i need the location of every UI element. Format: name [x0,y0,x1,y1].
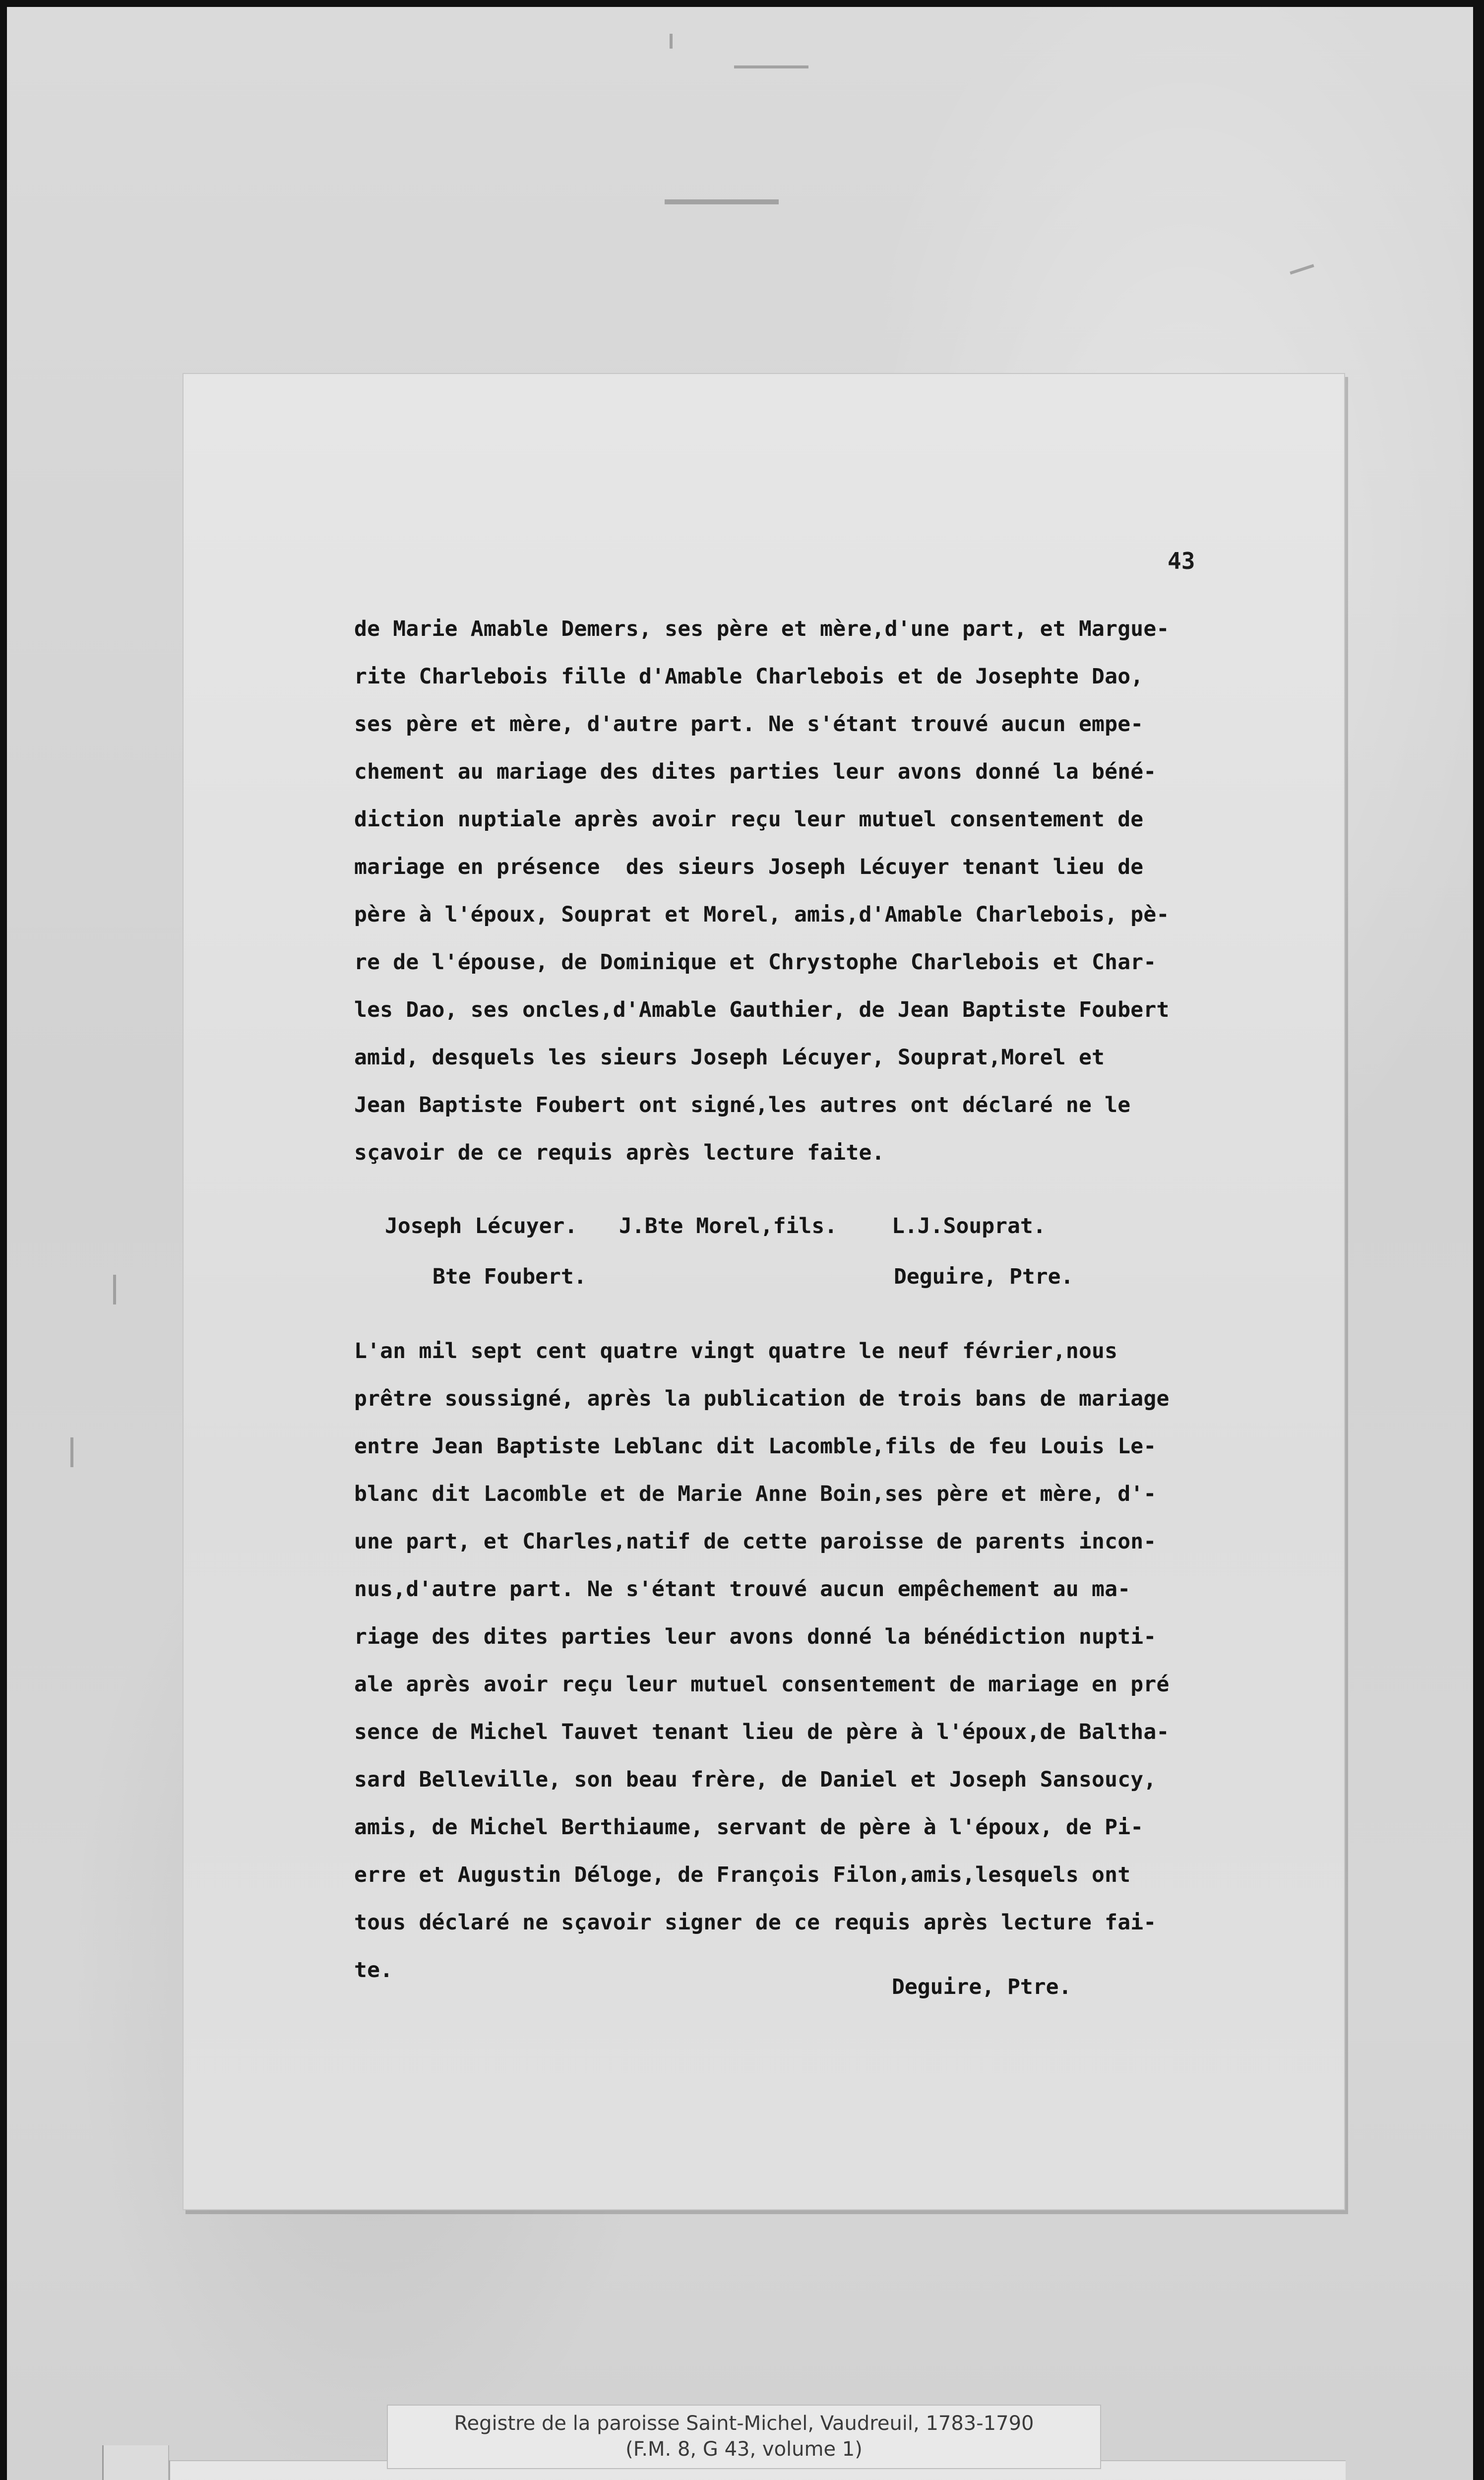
text-line: chement au mariage des dites parties leur avons donné la béné- [354,759,1157,784]
text-line: L'an mil sept cent quatre vingt quatre le neuf février,nous [354,1339,1118,1364]
text-line: diction nuptiale après avoir reçu leur mutuel consentement de [354,807,1144,832]
text-line: père à l'époux, Souprat et Morel, amis,d'Amable Charlebois, pè- [354,902,1170,927]
text-line: ses père et mère, d'autre part. Ne s'étant trouvé aucun empe- [354,712,1144,737]
signature-deguire: Deguire, Ptre. [894,1264,1074,1289]
archive-label-title: Registre de la paroisse Saint-Michel, Vaudreuil, 1783-1790 [454,2412,1034,2435]
text-line: entre Jean Baptiste Leblanc dit Lacomble,fils de feu Louis Le- [354,1434,1157,1459]
text-line: Jean Baptiste Foubert ont signé,les autres ont déclaré ne le [354,1093,1131,1117]
text-line: amid, desquels les sieurs Joseph Lécuyer, Souprat,Morel et [354,1045,1105,1070]
text-line: rite Charlebois fille d'Amable Charlebois et de Josephte Dao, [354,664,1144,689]
signature-souprat: L.J.Souprat. [892,1214,1046,1239]
text-line: de Marie Amable Demers, ses père et mère,d'une part, et Margue- [354,617,1170,641]
signature-deguire-2: Deguire, Ptre. [892,1975,1072,1999]
text-line: sçavoir de ce requis après lecture faite. [354,1140,885,1165]
text-line: les Dao, ses oncles,d'Amable Gauthier, de Jean Baptiste Foubert [354,997,1170,1022]
text-line: prêtre soussigné, après la publication de trois bans de mariage [354,1386,1170,1411]
marriage-record-leblanc [354,1327,1297,1994]
film-scratch [665,199,779,204]
text-line: blanc dit Lacomble et de Marie Anne Boin,ses père et mère, d'- [354,1482,1157,1506]
film-scratch [734,65,808,68]
page-number: 43 [1168,548,1195,574]
archive-reference-label [387,2405,1101,2469]
signature-lecuyer: Joseph Lécuyer. [385,1214,578,1239]
text-line: tous déclaré ne sçavoir signer de ce requis après lecture fai- [354,1910,1157,1935]
text-line: nus,d'autre part. Ne s'étant trouvé aucun empêchement au ma- [354,1577,1131,1602]
text-line: re de l'épouse, de Dominique et Chrystophe Charlebois et Char- [354,950,1157,975]
archive-label-reference: (F.M. 8, G 43, volume 1) [625,2438,863,2461]
text-line: sard Belleville, son beau frère, de Daniel et Joseph Sansoucy, [354,1767,1157,1792]
typed-register-page [183,373,1345,2210]
signature-morel: J.Bte Morel,fils. [619,1214,838,1239]
signature-foubert: Bte Foubert. [433,1264,587,1289]
film-scratch [70,1437,73,1467]
text-line: ale après avoir reçu leur mutuel consentement de mariage en pré [354,1672,1170,1697]
text-line: riage des dites parties leur avons donné la bénédiction nupti- [354,1624,1157,1649]
film-scratch [1290,264,1314,274]
text-line: te. [354,1958,393,1983]
text-line: erre et Augustin Déloge, de François Filon,amis,lesquels ont [354,1862,1131,1887]
text-line: sence de Michel Tauvet tenant lieu de père à l'époux,de Baltha- [354,1720,1170,1744]
text-line: une part, et Charles,natif de cette paroisse de parents incon- [354,1529,1157,1554]
film-scratch [670,34,673,49]
text-line: amis, de Michel Berthiaume, servant de père à l'époux, de Pi- [354,1815,1144,1840]
marriage-record-continued [354,605,1297,1177]
text-line: mariage en présence des sieurs Joseph Lécuyer tenant lieu de [354,855,1144,879]
plate-side-panel [102,2445,169,2480]
film-scratch [113,1275,116,1304]
